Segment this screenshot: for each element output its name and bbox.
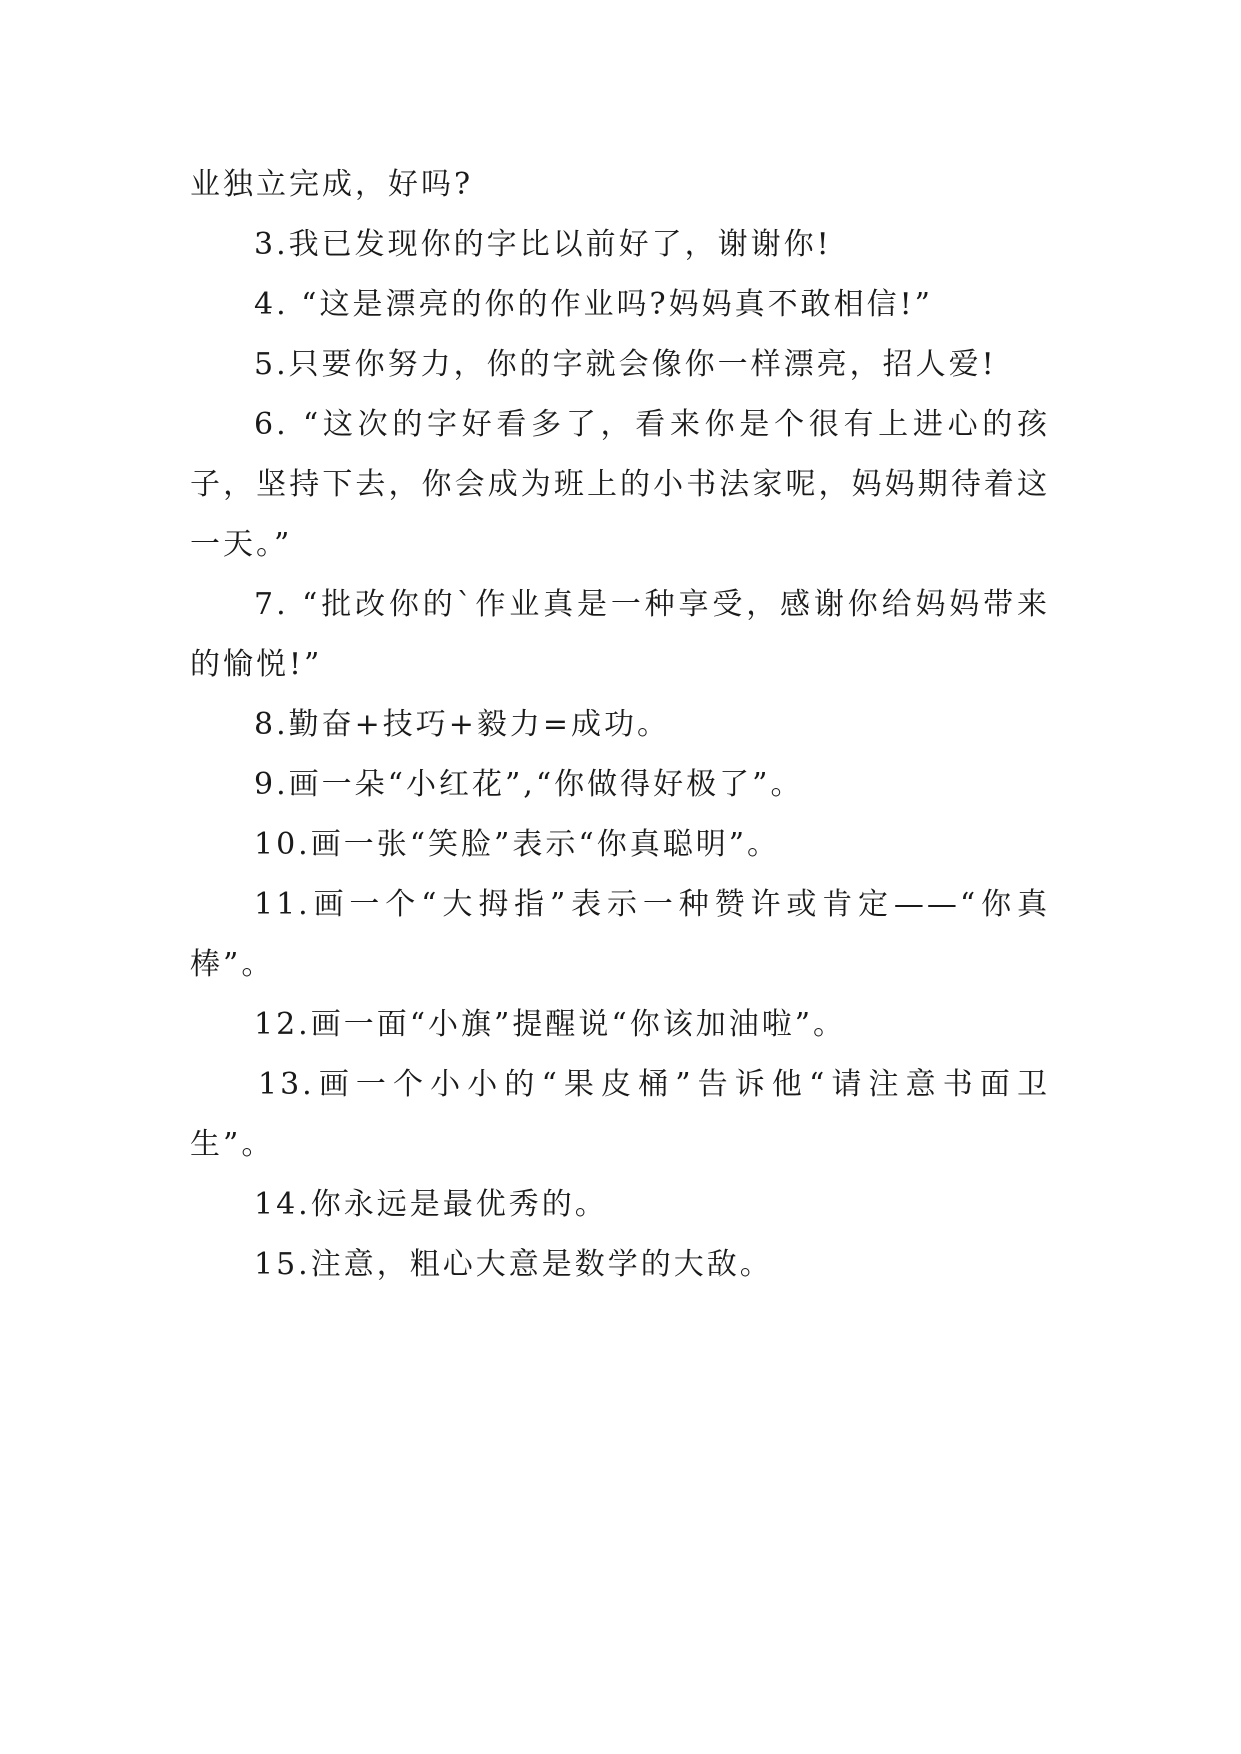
text-line: 3.我已发现你的字比以前好了，谢谢你! — [254, 227, 832, 262]
text-line: 9.画一朵“小红花”,“你做得好极了”。 — [254, 767, 804, 802]
text-line: 的愉悦!” — [190, 647, 323, 682]
text-line: 12.画一面“小旗”提醒说“你该加油啦”。 — [254, 1007, 847, 1042]
text-line: 棒”。 — [190, 947, 275, 982]
text-line: 10.画一张“笑脸”表示“你真聪明”。 — [254, 827, 781, 862]
text-line: 14.你永远是最优秀的。 — [254, 1187, 608, 1222]
text-line: 7. “批改你的`作业真是一种享受，感谢你给妈妈带来 — [254, 587, 1050, 622]
text-line: 15.注意，粗心大意是数学的大敌。 — [254, 1247, 773, 1282]
text-line: 5.只要你努力，你的字就会像你一样漂亮，招人爱! — [254, 347, 997, 382]
text-line: 子，坚持下去，你会成为班上的小书法家呢，妈妈期待着这 — [190, 467, 1050, 502]
text-line: 业独立完成，好吗? — [190, 167, 474, 202]
text-line: 8.勤奋+技巧+毅力=成功。 — [254, 707, 671, 742]
text-line: 4. “这是漂亮的你的作业吗?妈妈真不敢相信!” — [254, 287, 933, 322]
text-line: 生”。 — [190, 1127, 275, 1162]
text-line: 6. “这次的字好看多了，看来你是个很有上进心的孩 — [254, 407, 1050, 442]
text-line: 13.画一个小小的“果皮桶”告诉他“请注意书面卫 — [258, 1067, 1050, 1102]
text-line: 一天。” — [190, 527, 293, 562]
text-line: 11.画一个“大拇指”表示一种赞许或肯定——“你真 — [254, 887, 1050, 922]
